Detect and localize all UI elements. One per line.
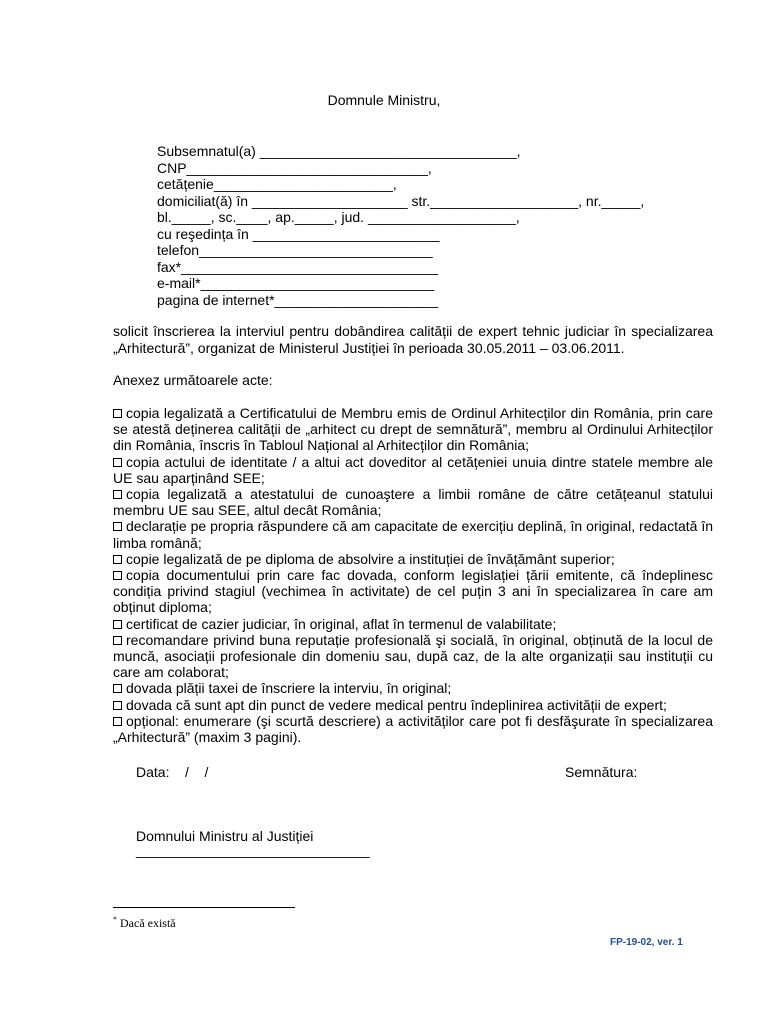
field-citizenship: cetățenie_______________________, (157, 176, 397, 192)
field-website: pagina de internet*_____________________ (157, 291, 439, 308)
annex-item (113, 454, 713, 486)
annex-item-text: recomandare privind buna reputație profesională şi socială, în original, obținută de la locul de muncă, asociații profesionale din domeniu sau, după caz, de la alte organizații sau instituții cu care am colaborat; (113, 631, 713, 681)
form-code: FP-19-02, ver. 1 (610, 937, 683, 948)
checkbox-icon (113, 717, 122, 726)
annex-title: Anexez următoarele acte: (113, 372, 273, 388)
annex-item (113, 405, 713, 454)
date-label: Data: / / (136, 764, 209, 780)
footnote-text: Dacă există (120, 916, 176, 930)
addressee-underline: ______________________________ (136, 842, 370, 858)
checkbox-icon (113, 490, 122, 499)
annex-item-text: declarație pe propria răspundere că am capacitate de exercițiu deplină, în original, redactată în limba română; (113, 518, 713, 551)
footnote-mark: * (113, 915, 117, 924)
checkbox-icon (113, 409, 122, 418)
signature-label: Semnătura: (565, 764, 638, 780)
annex-item (113, 697, 713, 713)
checkbox-icon (113, 684, 122, 693)
annex-item-text: copia legalizată a Certificatului de Membru emis de Ordinul Arhitecților din România, prin care se atestă deținerea calității de „arhitect cu drept de semnătură”, membru al Ordinului Arhitecților din România, înscris în Tabloul Național al Arhitecților din România; (113, 405, 713, 454)
checkbox-icon (113, 458, 122, 467)
annex-list (113, 405, 713, 745)
annex-item-text: opțional: enumerare (şi scurtă descriere) a activităților care pot fi desfăşurate în specializarea „Arhitectură” (maxim 3 pagini). (113, 712, 713, 746)
checkbox-icon (113, 620, 122, 629)
annex-item-text: copia legalizată a atestatului de cunoaştere a limbii române de către cetățeanul statului membru UE sau SEE, altul decât România; (113, 486, 713, 519)
annex-item-text: dovada că sunt apt din punct de vedere medical pentru îndeplinirea activității de expert; (126, 696, 667, 713)
applicant-fields (157, 143, 713, 308)
greeting: Domnule Ministru, (327, 92, 441, 108)
field-residence: cu reşedința în ________________________ (157, 225, 440, 242)
checkbox-icon (113, 636, 122, 645)
annex-item-text: copia actului de identitate / a altui act doveditor al cetățeniei unuia dintre statele membre ale UE sau aparținând SEE; (113, 453, 713, 486)
annex-item-text: copie legalizată de pe diploma de absolvire a instituției de învățământ superior; (126, 550, 615, 567)
annex-item-text: copia documentului prin care fac dovada, conform legislației țării emitente, că îndeplinesc condiția privind stagiul (vechimea în activitate) de cel puțin 3 ani în specializarea în care am obținut diploma; (113, 567, 713, 616)
field-fax: fax*_________________________________ (157, 258, 439, 275)
field-cnp: CNP_______________________________, (157, 159, 432, 176)
checkbox-icon (113, 555, 122, 564)
request-paragraph: solicit înscrierea la interviul pentru dobândirea calității de expert tehnic judiciar în specializarea „Arhitectură”, organizat de Ministerul Justiției în perioada 30.05.2011 – 03.06.2011. (113, 323, 713, 356)
annex-item (113, 486, 713, 518)
field-address-details: bl._____, sc.____, ap._____, jud. ___________________, (157, 209, 520, 225)
checkbox-icon (113, 701, 122, 710)
annex-item (113, 518, 713, 550)
footnote-divider (113, 907, 295, 908)
annex-item (113, 713, 713, 745)
annex-item (113, 680, 713, 696)
field-name: Subsemnatul(a) _________________________________, (157, 143, 521, 159)
annex-item (113, 551, 713, 567)
field-domicile: domiciliat(ă) în ____________________ str.___________________, nr._____, (157, 192, 645, 209)
annex-item (113, 616, 713, 632)
annex-item (113, 567, 713, 616)
field-phone: telefon______________________________ (157, 242, 433, 258)
checkbox-icon (113, 571, 122, 580)
checkbox-icon (113, 522, 122, 531)
annex-item (113, 632, 713, 681)
annex-item-text: certificat de cazier judiciar, în original, aflat în termenul de valabilitate; (126, 615, 557, 632)
field-email: e-mail*______________________________ (157, 275, 435, 291)
footnote (113, 915, 176, 931)
annex-item-text: dovada plății taxei de înscriere la interviu, în original; (126, 680, 452, 697)
addressee: Domnului Ministru al Justiției (136, 828, 314, 844)
